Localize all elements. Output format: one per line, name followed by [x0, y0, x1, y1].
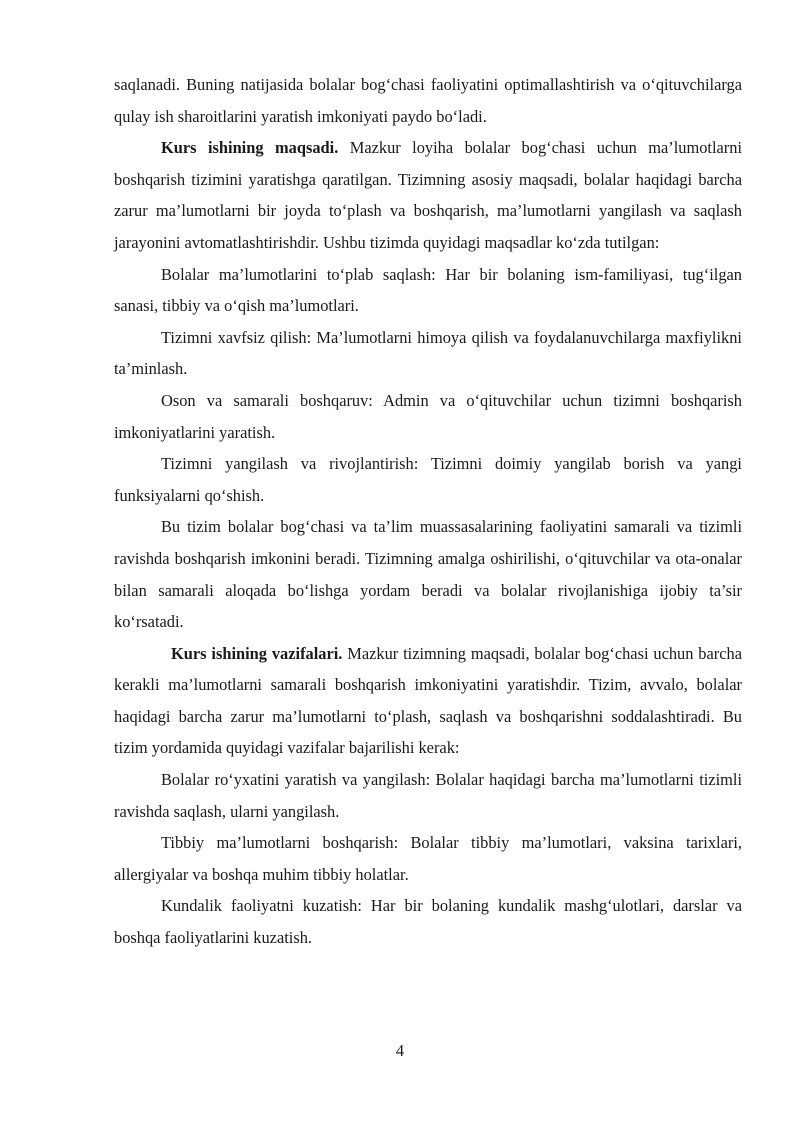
paragraph-goal-item-1: Bolalar ma’lumotlarini to‘plab saqlash: Har bir bolaning ism-familiyasi, tug‘ilgan sanasi, tibbiy va o‘qish ma’lumotlari.: [114, 264, 742, 316]
paragraph-goal-item-4: Tizimni yangilash va rivojlantirish: Tizimni doimiy yangilab borish va yangi funksiyalarni qo‘shish.: [114, 454, 742, 505]
body-text: [114, 69, 742, 954]
paragraph-continuation: saqlanadi. Buning natijasida bolalar bog‘chasi faoliyatini optimallashtirish va o‘qituvchilarga qulay ish sharoitlarini yaratish imkoniyati paydo bo‘ladi.: [114, 75, 742, 126]
paragraph-tasks: [114, 638, 742, 764]
goal-text: Mazkur loyiha bolalar bog‘chasi uchun ma’lumotlarni boshqarish tizimini yaratishga qaratilgan. Tizimning asosiy maqsadi, bolalar haqidagi barcha zarur ma’lumotlarni bir joyda to‘plash va boshqarish, ma’lumotlarni yangilash va saqlash jarayonini avtomatlashtirishdir. Ushbu tizimda quyidagi maqsadlar ko‘zda tutilgan:: [114, 138, 742, 252]
paragraph-goal: [114, 132, 742, 258]
paragraph-goal-item-2: Tizimni xavfsiz qilish: Ma’lumotlarni himoya qilish va foydalanuvchilarga maxfiylikni ta’minlash.: [114, 327, 742, 379]
paragraph-task-item-3: Kundalik faoliyatni kuzatish: Har bir bolaning kundalik mashg‘ulotlari, darslar va boshqa faoliyatlarini kuzatish.: [114, 896, 742, 948]
paragraph-goal-item-3: Oson va samarali boshqaruv: Admin va o‘qituvchilar uchun tizimni boshqarish imkoniyatlarini yaratish.: [114, 390, 742, 442]
goal-heading: Kurs ishining maqsadi.: [161, 138, 339, 158]
tasks-heading: Kurs ishining vazifalari.: [171, 643, 343, 663]
paragraph-summary: Bu tizim bolalar bog‘chasi va ta’lim muassasalarining faoliyatini samarali va tizimli ravishda boshqarish imkonini beradi. Tizimning amalga oshirilishi, o‘qituvchilar va ota-onalar bilan samarali aloqada bo‘lishga yordam beradi va bolalar rivojlanishiga ijobiy ta’sir ko‘rsatadi.: [114, 517, 742, 632]
tasks-text: Mazkur tizimning maqsadi, bolalar bog‘chasi uchun barcha kerakli ma’lumotlarni samarali boshqarish imkoniyatini yaratishdir. Tizim, avvalo, bolalar haqidagi barcha zarur ma’lumotlarni to‘plash, saqlash va boshqarishni soddalashtiradi. Bu tizim yordamida quyidagi vazifalar bajarilishi kerak:: [114, 643, 742, 758]
paragraph-task-item-2: Tibbiy ma’lumotlarni boshqarish: Bolalar tibbiy ma’lumotlari, vaksina tarixlari, allergiyalar va boshqa muhim tibbiy holatlar.: [114, 833, 742, 884]
page-number: 4: [395, 1041, 405, 1060]
paragraph-task-item-1: Bolalar ro‘yxatini yaratish va yangilash: Bolalar haqidagi barcha ma’lumotlarni tizimli ravishda saqlash, ularni yangilash.: [114, 770, 742, 821]
